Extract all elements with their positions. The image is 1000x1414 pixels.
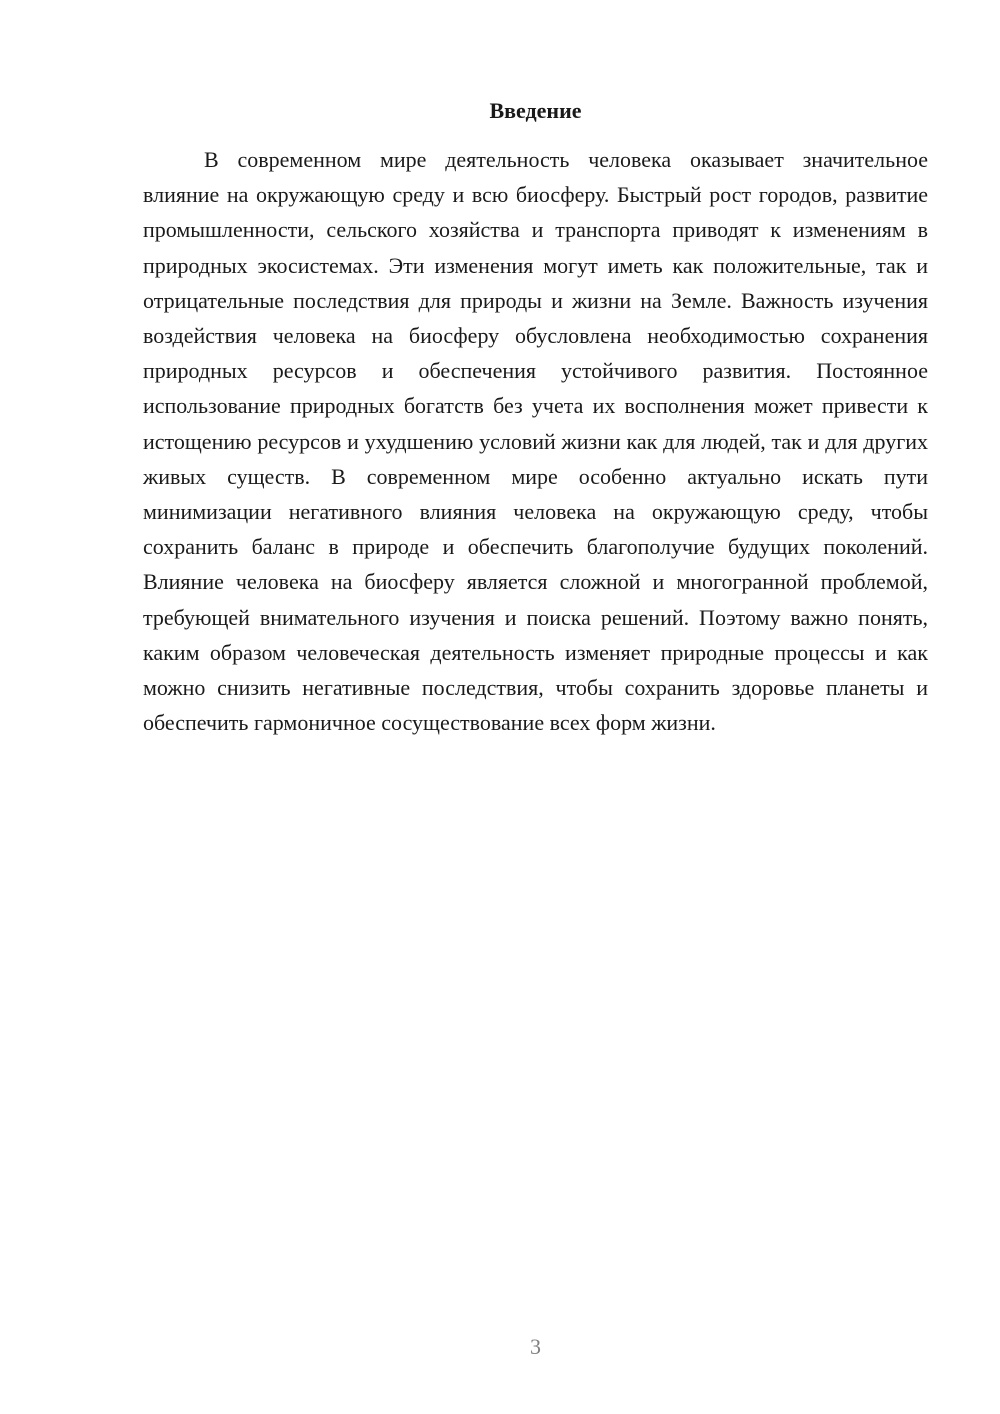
page-number: 3	[530, 1334, 541, 1359]
section-heading: Введение	[489, 98, 582, 123]
body-paragraph: В современном мире деятельность человека оказывает значительное влияние на окружающую среду и всю биосферу. Быстрый рост городов, развитие промышленности, сельского хозяйства и транспорта приводят к изменениям в природных экосистемах. Эти изменения могут иметь как положительные, так и отрицательные последствия для природы и жизни на Земле. Важность изучения воздействия человека на биосферу обусловлена необходимостью сохранения природных ресурсов и обеспечения устойчивого развития. Постоянное использование природных богатств без учета их восполнения может привести к истощению ресурсов и ухудшению условий жизни как для людей, так и для других живых существ. В современном мире особенно актуально искать пути минимизации негативного влияния человека на окружающую среду, чтобы сохранить баланс в природе и обеспечить благополучие будущих поколений. Влияние человека на биосферу является сложной и многогранной проблемой, требующей внимательного изучения и поиска решений. Поэтому важно понять, каким образом человеческая деятельность изменяет природные процессы и как можно снизить негативные последствия, чтобы сохранить здоровье планеты и обеспечить гармоничное сосуществование всех форм жизни.	[143, 147, 928, 736]
